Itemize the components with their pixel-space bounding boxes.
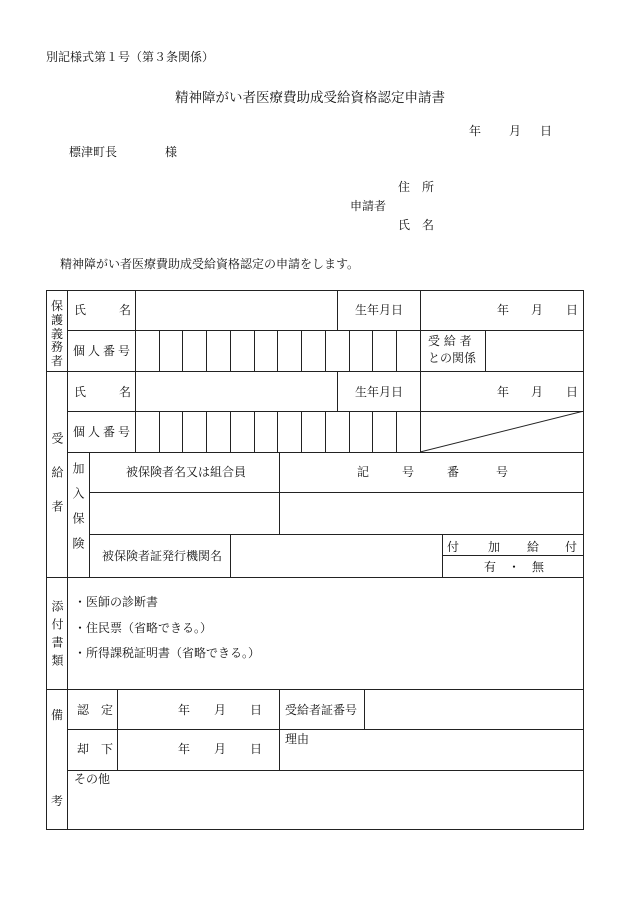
application-statement: 精神障がい者医療費助成受給資格認定の申請をします。 bbox=[60, 257, 360, 271]
supplement-row-divider bbox=[442, 555, 584, 556]
guardian-birthdate-label: 生年月日 bbox=[355, 303, 404, 317]
guardian-birth-day: 日 bbox=[566, 303, 579, 317]
recipient-number-cell-divider bbox=[396, 411, 397, 452]
issuer-label: 被保険者証発行機関名 bbox=[102, 549, 223, 563]
supplement-label-b: 加 bbox=[488, 540, 501, 554]
insurance-value-divider bbox=[89, 534, 584, 535]
attachment-section-divider bbox=[46, 689, 584, 690]
recipient-number-cell-divider bbox=[372, 411, 373, 452]
recipient-birth-month: 月 bbox=[531, 385, 544, 399]
approval-date-year: 年 bbox=[178, 703, 191, 717]
supplement-label-d: 付 bbox=[565, 540, 578, 554]
insurance-section-label bbox=[69, 462, 87, 562]
recipient-birth-year: 年 bbox=[497, 385, 510, 399]
recipient-blank-diagonal bbox=[420, 411, 584, 452]
guardian-number-cell-divider bbox=[182, 330, 183, 371]
insurance-section-label-text: 加入保険 bbox=[71, 462, 85, 562]
guardian-number-cell-divider bbox=[372, 330, 373, 371]
approval-label: 認 定 bbox=[77, 703, 114, 717]
recipient-number-cell-divider bbox=[206, 411, 207, 452]
supplement-options: 有 ・ 無 bbox=[484, 560, 545, 574]
attachment-item-diagnosis: ・医師の診断書 bbox=[74, 595, 159, 609]
recipient-number-cell-divider bbox=[159, 411, 160, 452]
guardian-name-label: 氏 名 bbox=[74, 303, 135, 317]
guardian-birth-value-divider bbox=[420, 290, 421, 371]
rejection-date-month: 月 bbox=[214, 742, 227, 756]
recipient-number-cell-divider bbox=[301, 411, 302, 452]
reason-label: 理由 bbox=[285, 732, 310, 746]
recipient-birth-day: 日 bbox=[566, 385, 579, 399]
guardian-birth-month: 月 bbox=[531, 303, 544, 317]
rejection-date-year: 年 bbox=[178, 742, 191, 756]
recipient-birth-divider bbox=[337, 371, 338, 412]
symbol-label-2: 号 bbox=[402, 465, 415, 479]
rejection-date-day: 日 bbox=[250, 742, 263, 756]
attachment-section-label-text: 添付書類 bbox=[50, 600, 64, 672]
remarks-label-top: 備 bbox=[51, 708, 64, 722]
guardian-number-cell-divider bbox=[230, 330, 231, 371]
guardian-number-cell-divider bbox=[254, 330, 255, 371]
insurance-label-divider bbox=[89, 452, 90, 577]
attachment-section-label bbox=[48, 600, 66, 672]
recipient-name-label: 氏 名 bbox=[74, 385, 135, 399]
guardian-number-cell-divider bbox=[396, 330, 397, 371]
attachment-item-resident-record: ・住民票（省略できる。） bbox=[74, 621, 213, 635]
cert-number-label: 受給者証番号 bbox=[285, 703, 358, 717]
guardian-number-cell-divider bbox=[349, 330, 350, 371]
guardian-relation-divider bbox=[485, 330, 486, 371]
other-label: その他 bbox=[74, 772, 111, 786]
page-title: 精神障がい者医療費助成受給資格認定申請書 bbox=[175, 90, 445, 106]
guardian-birth-year: 年 bbox=[497, 303, 510, 317]
symbol-label-1: 記 bbox=[357, 465, 370, 479]
remarks-row-divider bbox=[67, 729, 584, 730]
approval-date-month: 月 bbox=[214, 703, 227, 717]
approval-date-day: 日 bbox=[250, 703, 263, 717]
recipient-section-divider bbox=[46, 577, 584, 578]
recipient-number-cell-divider bbox=[349, 411, 350, 452]
attachment-item-tax-certificate: ・所得課税証明書（省略できる。） bbox=[74, 646, 261, 660]
guardian-relation-label-1: 受 給 者 bbox=[428, 334, 472, 348]
guardian-birth-divider bbox=[337, 290, 338, 330]
issuer-label-divider bbox=[230, 534, 231, 577]
guardian-number-cell-divider bbox=[301, 330, 302, 371]
supplement-label-c: 給 bbox=[527, 540, 540, 554]
guardian-section-divider bbox=[46, 371, 584, 372]
recipient-number-cell-divider bbox=[254, 411, 255, 452]
applicant-label: 申請者 bbox=[350, 199, 387, 213]
recipient-number-cell-divider bbox=[325, 411, 326, 452]
guardian-number-cell-divider bbox=[325, 330, 326, 371]
number-label-1: 番 bbox=[447, 465, 460, 479]
recipient-personal-number-label: 個人番号 bbox=[73, 425, 134, 439]
guardian-relation-label-2: との関係 bbox=[428, 351, 477, 365]
recipient-number-cell-divider bbox=[277, 411, 278, 452]
addressee: 標津町長 様 bbox=[69, 145, 178, 159]
guardian-personal-number-label: 個人番号 bbox=[73, 344, 134, 358]
rejection-label: 却 下 bbox=[77, 742, 114, 756]
guardian-number-cell-divider bbox=[159, 330, 160, 371]
address-label: 住 所 bbox=[398, 180, 435, 194]
guardian-number-cell-divider bbox=[277, 330, 278, 371]
recipient-insurance-top bbox=[67, 452, 584, 453]
guardian-section-label: 保護義務者 bbox=[50, 299, 63, 369]
name-label: 氏 名 bbox=[398, 218, 435, 232]
remarks-other-divider bbox=[67, 770, 584, 771]
recipient-number-cell-divider bbox=[230, 411, 231, 452]
date-year: 年 bbox=[469, 124, 482, 138]
number-label-2: 号 bbox=[496, 465, 509, 479]
guardian-number-cell-divider bbox=[206, 330, 207, 371]
supplement-label-a: 付 bbox=[447, 540, 460, 554]
date-month: 月 bbox=[509, 124, 522, 138]
insurance-header-divider bbox=[89, 492, 584, 493]
recipient-number-cell-divider bbox=[182, 411, 183, 452]
insured-name-label: 被保険者名又は組合員 bbox=[126, 465, 247, 479]
date-day: 日 bbox=[540, 124, 553, 138]
insurance-name-divider bbox=[279, 452, 280, 534]
recipient-section-label bbox=[48, 432, 66, 534]
form-number: 別記様式第１号（第３条関係） bbox=[46, 50, 215, 64]
recipient-birthdate-label: 生年月日 bbox=[355, 385, 404, 399]
remarks-label-bottom: 考 bbox=[51, 794, 64, 808]
recipient-section-label-text: 受給者 bbox=[50, 432, 64, 534]
guardian-name-label-divider bbox=[135, 290, 136, 371]
cert-number-divider bbox=[364, 689, 365, 729]
